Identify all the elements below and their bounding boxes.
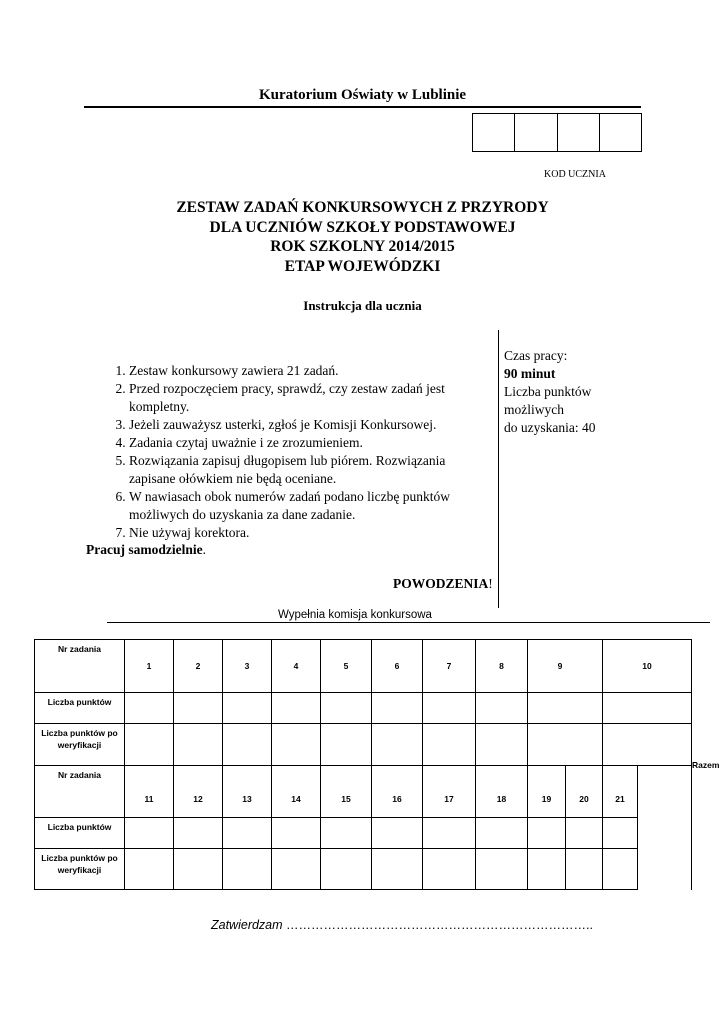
points-cell[interactable] bbox=[174, 818, 223, 849]
points-cell[interactable] bbox=[566, 818, 603, 849]
verified-points-cell[interactable] bbox=[223, 724, 272, 766]
verified-points-cell[interactable] bbox=[125, 724, 174, 766]
task-number: 10 bbox=[603, 640, 692, 693]
verified-points-label bbox=[35, 724, 125, 766]
committee-label: Wypełnia komisja konkursowa bbox=[278, 609, 432, 621]
list-item: 5. Rozwiązania zapisuj długopisem lub piórem. Rozwiązania zapisane ołówkiem nie będą oceniane. bbox=[129, 452, 493, 488]
task-number: 1 bbox=[125, 640, 174, 693]
verified-points-cell[interactable] bbox=[223, 849, 272, 890]
verified-points-cell[interactable] bbox=[528, 724, 603, 766]
student-code-boxes[interactable] bbox=[472, 113, 642, 152]
task-number: 19 bbox=[528, 766, 566, 818]
task-number: 17 bbox=[423, 766, 476, 818]
student-code-box[interactable] bbox=[600, 114, 641, 151]
task-number: 3 bbox=[223, 640, 272, 693]
label-line: Liczba punktów po bbox=[41, 728, 118, 738]
verified-points-cell[interactable] bbox=[321, 724, 372, 766]
task-number: 2 bbox=[174, 640, 223, 693]
task-number: 5 bbox=[321, 640, 372, 693]
table-row bbox=[35, 693, 692, 724]
student-code-box[interactable] bbox=[515, 114, 557, 151]
verified-points-cell[interactable] bbox=[423, 849, 476, 890]
label-line: weryfikacji bbox=[57, 865, 102, 875]
points-cell[interactable] bbox=[125, 818, 174, 849]
title-line: ZESTAW ZADAŃ KONKURSOWYCH Z PRZYRODY bbox=[176, 199, 549, 216]
points-cell[interactable] bbox=[372, 693, 423, 724]
good-luck-text: POWODZENIA bbox=[393, 576, 489, 591]
points-cell[interactable] bbox=[272, 693, 321, 724]
points-cell[interactable] bbox=[528, 693, 603, 724]
verified-points-cell[interactable] bbox=[321, 849, 372, 890]
points-cell[interactable] bbox=[603, 818, 638, 849]
points-cell[interactable] bbox=[423, 693, 476, 724]
list-item: 1. Zestaw konkursowy zawiera 21 zadań. bbox=[129, 362, 493, 380]
approval-dots[interactable]: ……………………………………………………………….. bbox=[282, 918, 593, 932]
student-code-box[interactable] bbox=[558, 114, 600, 151]
time-label: Czas pracy: bbox=[504, 348, 568, 363]
task-number: 9 bbox=[528, 640, 603, 693]
list-item: 6. W nawiasach obok numerów zadań podano liczbę punktów możliwych do uzyskania za dane zadanie. bbox=[129, 488, 493, 524]
work-independently-end: . bbox=[202, 542, 206, 557]
list-item: 4. Zadania czytaj uważnie i ze zrozumieniem. bbox=[129, 434, 493, 452]
verified-points-cell[interactable] bbox=[476, 724, 528, 766]
points-value: do uzyskania: 40 bbox=[504, 420, 596, 435]
label-line: weryfikacji bbox=[57, 740, 102, 750]
verified-points-cell[interactable] bbox=[372, 724, 423, 766]
committee-divider bbox=[107, 622, 710, 623]
points-cell[interactable] bbox=[476, 693, 528, 724]
header-divider bbox=[84, 106, 641, 108]
points-cell[interactable] bbox=[272, 818, 321, 849]
verified-points-label bbox=[35, 849, 125, 890]
title-line: ROK SZKOLNY 2014/2015 bbox=[270, 238, 455, 255]
verified-points-cell[interactable] bbox=[174, 849, 223, 890]
table-row bbox=[35, 724, 692, 766]
points-row-label: Liczba punktów bbox=[35, 693, 125, 724]
points-cell[interactable] bbox=[528, 818, 566, 849]
table-row bbox=[35, 849, 692, 890]
verified-points-cell[interactable] bbox=[476, 849, 528, 890]
points-cell[interactable] bbox=[372, 818, 423, 849]
table-row bbox=[35, 766, 692, 818]
list-item: 7. Nie używaj korektora. bbox=[129, 524, 493, 542]
task-number: 21 bbox=[603, 766, 638, 818]
exam-info bbox=[504, 347, 714, 437]
task-number-label: Nr zadania bbox=[35, 766, 125, 818]
points-cell[interactable] bbox=[321, 818, 372, 849]
label-line: Liczba punktów po bbox=[41, 853, 118, 863]
list-item: 2. Przed rozpoczęciem pracy, sprawdź, czy zestaw zadań jest kompletny. bbox=[129, 380, 493, 416]
points-label: Liczba punktów bbox=[504, 384, 592, 399]
instructions-list bbox=[86, 362, 493, 542]
work-independently bbox=[86, 542, 206, 558]
task-number: 6 bbox=[372, 640, 423, 693]
time-value: 90 minut bbox=[504, 366, 556, 381]
score-table bbox=[34, 639, 720, 890]
points-cell[interactable] bbox=[321, 693, 372, 724]
good-luck bbox=[393, 576, 493, 592]
points-cell[interactable] bbox=[223, 818, 272, 849]
task-number-label: Nr zadania bbox=[35, 640, 125, 693]
page-title bbox=[0, 198, 725, 276]
verified-points-cell[interactable] bbox=[528, 849, 566, 890]
verified-points-cell[interactable] bbox=[603, 849, 638, 890]
task-number: 18 bbox=[476, 766, 528, 818]
points-cell[interactable] bbox=[174, 693, 223, 724]
verified-points-cell[interactable] bbox=[272, 849, 321, 890]
title-line: ETAP WOJEWÓDZKI bbox=[284, 257, 441, 275]
task-number: 15 bbox=[321, 766, 372, 818]
task-number: 16 bbox=[372, 766, 423, 818]
task-number: 14 bbox=[272, 766, 321, 818]
institution-title: Kuratorium Oświaty w Lublinie bbox=[258, 87, 467, 103]
task-number: 4 bbox=[272, 640, 321, 693]
task-number: 12 bbox=[174, 766, 223, 818]
approval-line bbox=[211, 918, 593, 932]
verified-points-cell[interactable] bbox=[566, 849, 603, 890]
verified-points-cell[interactable] bbox=[125, 849, 174, 890]
verified-points-cell[interactable] bbox=[603, 724, 692, 766]
points-cell[interactable] bbox=[223, 693, 272, 724]
points-row-label: Liczba punktów bbox=[35, 818, 125, 849]
verified-points-cell[interactable] bbox=[272, 724, 321, 766]
verified-points-cell[interactable] bbox=[372, 849, 423, 890]
task-number: 20 bbox=[566, 766, 603, 818]
table-row bbox=[35, 818, 692, 849]
table-row: Nr zadania 1 2 3 4 5 6 7 8 9 10 Razem bbox=[35, 640, 692, 693]
points-cell[interactable] bbox=[125, 693, 174, 724]
verified-points-cell[interactable] bbox=[423, 724, 476, 766]
points-cell[interactable] bbox=[423, 818, 476, 849]
title-line: DLA UCZNIÓW SZKOŁY PODSTAWOWEJ bbox=[209, 218, 516, 236]
list-item: 3. Jeżeli zauważysz usterki, zgłoś je Komisji Konkursowej. bbox=[129, 416, 493, 434]
column-divider bbox=[498, 330, 499, 608]
student-code-label: KOD UCZNIA bbox=[544, 169, 606, 180]
task-number: 7 bbox=[423, 640, 476, 693]
task-number: 11 bbox=[125, 766, 174, 818]
points-label: możliwych bbox=[504, 402, 564, 417]
task-number: 13 bbox=[223, 766, 272, 818]
verified-points-cell[interactable] bbox=[174, 724, 223, 766]
task-number: 8 bbox=[476, 640, 528, 693]
work-independently-bold: Pracuj samodzielnie bbox=[86, 542, 203, 557]
student-code-box[interactable] bbox=[473, 114, 515, 151]
instructions-heading: Instrukcja dla ucznia bbox=[303, 298, 422, 313]
good-luck-mark: ! bbox=[488, 576, 493, 591]
points-cell[interactable] bbox=[603, 693, 692, 724]
approval-label: Zatwierdzam bbox=[211, 918, 283, 932]
points-cell[interactable] bbox=[476, 818, 528, 849]
